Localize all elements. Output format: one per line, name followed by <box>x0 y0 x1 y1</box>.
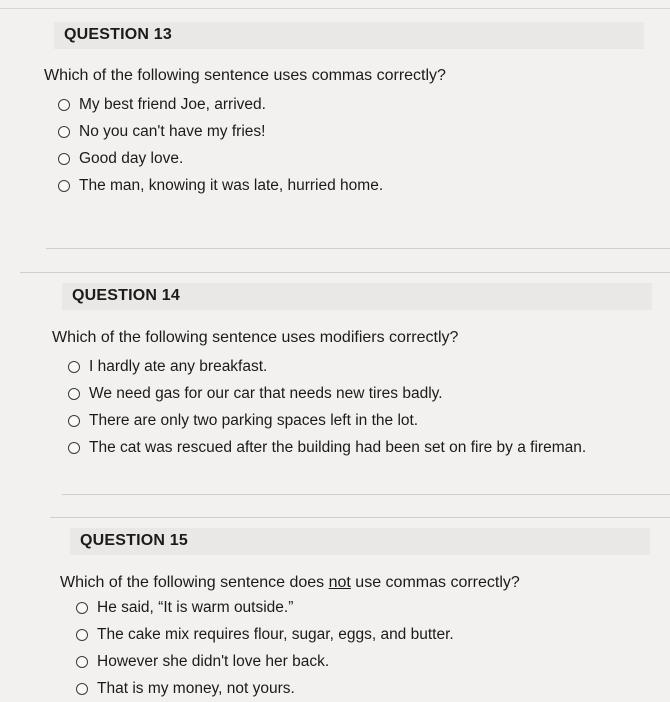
question-15-header: QUESTION 15 <box>70 528 650 555</box>
answer-option[interactable] <box>58 172 654 199</box>
answer-option[interactable] <box>58 91 654 118</box>
answer-option[interactable] <box>68 380 662 407</box>
radio-button[interactable] <box>76 656 88 668</box>
answer-option[interactable] <box>68 407 662 434</box>
top-border <box>0 8 670 9</box>
radio-button[interactable] <box>68 388 80 400</box>
question-14-choices <box>68 353 662 461</box>
answer-option[interactable] <box>68 353 662 380</box>
answer-label: I hardly ate any breakfast. <box>89 357 268 375</box>
answer-option[interactable] <box>58 145 654 172</box>
radio-button[interactable] <box>68 442 80 454</box>
question-14-header: QUESTION 14 <box>62 283 652 310</box>
question-divider <box>20 272 670 273</box>
question-15 <box>60 528 660 702</box>
question-14-prompt: Which of the following sentence uses modifiers correctly? <box>52 329 459 346</box>
radio-button[interactable] <box>58 99 70 111</box>
answer-label: The cat was rescued after the building had been set on fire by a fireman. <box>89 438 587 456</box>
answer-option[interactable] <box>68 434 662 461</box>
answer-label: He said, “It is warm outside.” <box>97 598 294 616</box>
answer-divider <box>62 494 670 495</box>
answer-label: There are only two parking spaces left in the lot. <box>89 411 419 429</box>
answer-label: My best friend Joe, arrived. <box>79 95 266 113</box>
radio-button[interactable] <box>58 153 70 165</box>
radio-button[interactable] <box>76 602 88 614</box>
question-13-header: QUESTION 13 <box>54 22 644 49</box>
question-13 <box>44 22 654 199</box>
answer-label: Good day love. <box>79 149 184 167</box>
answer-option[interactable] <box>76 621 660 648</box>
radio-button[interactable] <box>68 415 80 427</box>
question-13-choices <box>58 91 654 199</box>
radio-button[interactable] <box>68 361 80 373</box>
question-13-prompt: Which of the following sentence uses commas correctly? <box>44 67 446 84</box>
radio-button[interactable] <box>76 629 88 641</box>
answer-option[interactable] <box>58 118 654 145</box>
answer-option[interactable] <box>76 594 660 621</box>
prompt-text: Which of the following sentence does <box>60 574 329 591</box>
answer-label: The man, knowing it was late, hurried home. <box>79 176 384 194</box>
question-divider <box>50 517 670 518</box>
answer-label: The cake mix requires flour, sugar, eggs, and butter. <box>97 625 454 643</box>
prompt-text: use commas correctly? <box>350 574 520 591</box>
answer-label: We need gas for our car that needs new tires badly. <box>89 384 443 402</box>
radio-button[interactable] <box>58 126 70 138</box>
answer-label: However she didn't love her back. <box>97 652 330 670</box>
answer-divider <box>46 248 670 249</box>
answer-label: That is my money, not yours. <box>97 679 295 697</box>
answer-label: No you can't have my fries! <box>79 122 266 140</box>
answer-option[interactable] <box>76 675 660 702</box>
answer-option[interactable] <box>76 648 660 675</box>
question-15-prompt <box>60 574 660 592</box>
question-15-choices <box>76 594 660 702</box>
radio-button[interactable] <box>76 683 88 695</box>
radio-button[interactable] <box>58 180 70 192</box>
prompt-emphasis: not <box>328 574 351 591</box>
question-14 <box>52 283 662 461</box>
